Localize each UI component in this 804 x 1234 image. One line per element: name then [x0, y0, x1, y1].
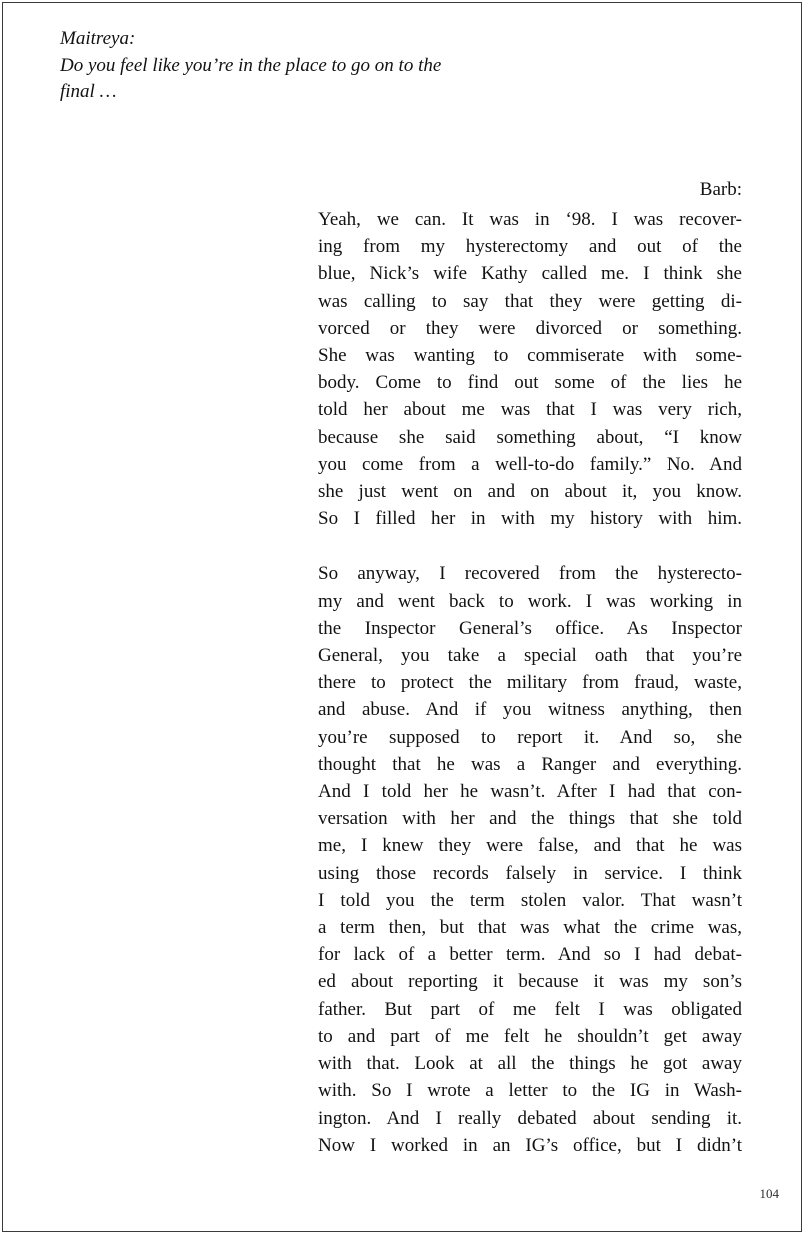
text-line: ed about reporting it because it was my son’s	[318, 971, 742, 993]
text-line: was calling to say that they were getting di-	[318, 290, 742, 312]
text-line: for lack of a better term. And so I had debat-	[318, 944, 742, 966]
text-line: blue, Nick’s wife Kathy called me. I think she	[318, 263, 742, 285]
text-line: And I told her he wasn’t. After I had that con-	[318, 781, 742, 803]
text-line: Now I worked in an IG’s office, but I didn’t	[318, 1134, 742, 1156]
text-line: told her about me was that I was very rich,	[318, 399, 742, 421]
answer-column	[318, 206, 742, 1159]
text-line: with. So I wrote a letter to the IG in Wash-	[318, 1080, 742, 1102]
text-line: So anyway, I recovered from the hysterecto-	[318, 563, 742, 585]
text-line: Yeah, we can. It was in ‘98. I was recover-	[318, 209, 742, 230]
interviewer-name: Maitreya:	[60, 28, 136, 49]
text-line: General, you take a special oath that you’re	[318, 645, 742, 667]
page-number: 104	[759, 1186, 779, 1201]
text-line: and abuse. And if you witness anything, then	[318, 699, 742, 721]
text-line: to and part of me felt he shouldn’t get away	[318, 1025, 742, 1047]
answer-paragraph-1	[318, 206, 742, 532]
interviewer-question	[60, 53, 540, 106]
text-line: thought that he was a Ranger and everything.	[318, 753, 742, 775]
text-line: She was wanting to commiserate with some-	[318, 345, 742, 367]
text-line: she just went on and on about it, you know.	[318, 481, 742, 503]
answer-paragraph-2	[318, 560, 742, 1158]
text-line: Do you feel like you’re in the place to go on to the	[60, 54, 442, 76]
text-line: my and went back to work. I was working in	[318, 590, 742, 612]
text-line: ington. And I really debated about sending it.	[318, 1107, 742, 1129]
text-line: versation with her and the things that she told	[318, 808, 742, 830]
text-line: there to protect the military from fraud, waste,	[318, 672, 742, 694]
text-line: So I filled her in with my history with him.	[318, 508, 742, 530]
text-line: with that. Look at all the things he got away	[318, 1053, 742, 1075]
interviewer-block	[60, 26, 540, 106]
text-line: the Inspector General’s office. As Inspector	[318, 617, 742, 639]
text-line: you’re supposed to report it. And so, she	[318, 726, 742, 748]
interviewee-name: Barb:	[699, 179, 742, 200]
text-line: vorced or they were divorced or something.	[318, 317, 742, 339]
text-line: body. Come to find out some of the lies he	[318, 372, 742, 394]
text-line: a term then, but that was what the crime was,	[318, 917, 742, 939]
text-line: you come from a well-to-do family.” No. And	[318, 453, 742, 475]
text-line: me, I knew they were false, and that he was	[318, 835, 742, 857]
text-line: because she said something about, “I know	[318, 426, 742, 448]
text-line: final …	[60, 81, 117, 102]
text-line: using those records falsely in service. I think	[318, 862, 742, 884]
text-line: father. But part of me felt I was obligated	[318, 998, 742, 1020]
text-line: I told you the term stolen valor. That wasn’t	[318, 889, 742, 911]
text-line: ing from my hysterectomy and out of the	[318, 236, 742, 258]
